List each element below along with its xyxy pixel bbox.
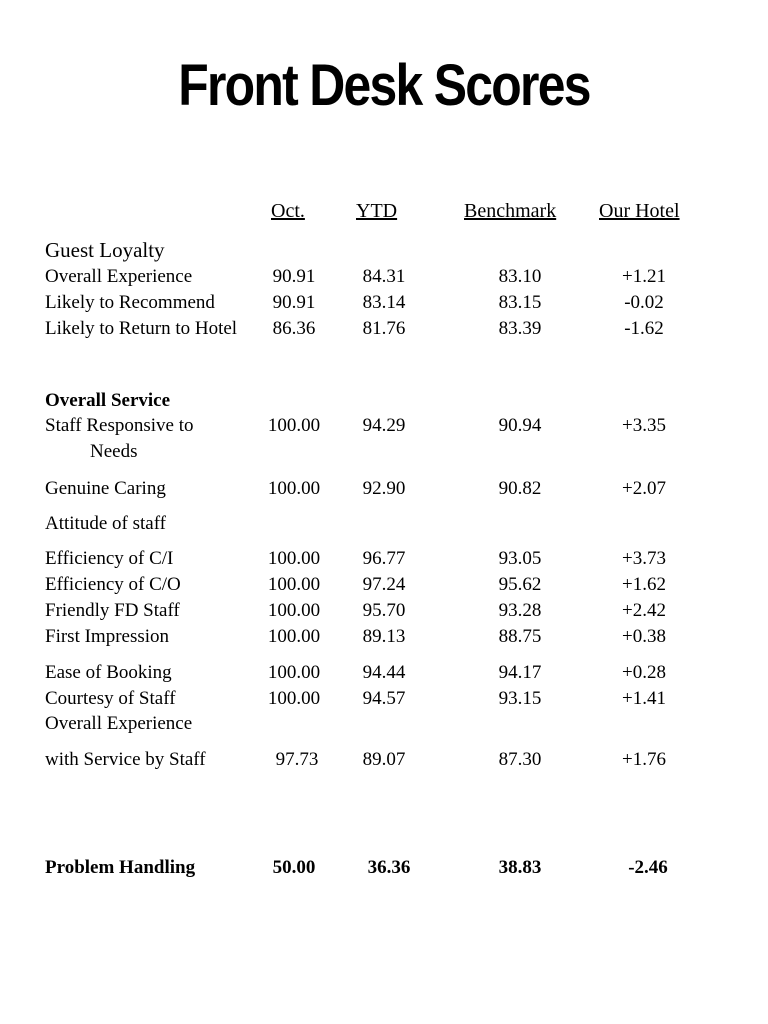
row-label: Friendly FD Staff	[45, 600, 180, 621]
row-label: Overall Experience	[45, 713, 193, 734]
cell-benchmark: 93.15	[498, 688, 542, 709]
cell-ytd: 89.07	[362, 749, 406, 770]
row-label: Overall Experience	[45, 266, 193, 287]
row-label: Problem Handling	[45, 857, 196, 878]
cell-diff: +3.35	[622, 415, 666, 436]
cell-benchmark: 95.62	[498, 574, 542, 595]
cell-ytd: 84.31	[362, 266, 406, 287]
cell-oct: 100.00	[267, 662, 321, 683]
cell-oct: 50.00	[272, 857, 316, 878]
cell-ytd: 81.76	[362, 318, 406, 339]
row-label-continued: with Service by Staff	[45, 749, 206, 770]
header-our-hotel: Our Hotel	[599, 200, 680, 222]
section-guest-loyalty: Guest Loyalty	[45, 238, 165, 262]
cell-oct: 90.91	[272, 266, 316, 287]
cell-ytd: 95.70	[362, 600, 406, 621]
cell-ytd: 83.14	[362, 292, 406, 313]
cell-ytd: 94.44	[362, 662, 406, 683]
cell-benchmark: 93.28	[498, 600, 542, 621]
row-label: Genuine Caring	[45, 478, 166, 499]
cell-diff: +0.28	[622, 662, 666, 683]
cell-ytd: 96.77	[362, 548, 406, 569]
header-benchmark: Benchmark	[464, 200, 557, 222]
cell-oct: 100.00	[267, 548, 321, 569]
cell-benchmark: 87.30	[498, 749, 542, 770]
cell-oct: 100.00	[267, 478, 321, 499]
row-label: Efficiency of C/O	[45, 574, 181, 595]
cell-diff: +3.73	[622, 548, 666, 569]
cell-ytd: 36.36	[367, 857, 411, 878]
cell-oct: 100.00	[267, 574, 321, 595]
cell-benchmark: 88.75	[498, 626, 542, 647]
cell-oct: 90.91	[272, 292, 316, 313]
cell-benchmark: 83.10	[498, 266, 542, 287]
row-label: Ease of Booking	[45, 662, 172, 683]
cell-benchmark: 93.05	[498, 548, 542, 569]
cell-benchmark: 83.39	[498, 318, 542, 339]
cell-ytd: 97.24	[362, 574, 406, 595]
header-ytd: YTD	[356, 200, 398, 222]
cell-ytd: 92.90	[362, 478, 406, 499]
cell-ytd: 89.13	[362, 626, 406, 647]
cell-ytd: 94.29	[362, 415, 406, 436]
cell-benchmark: 90.94	[498, 415, 542, 436]
cell-benchmark: 94.17	[498, 662, 542, 683]
cell-diff: -1.62	[624, 318, 664, 339]
cell-diff: +1.62	[622, 574, 666, 595]
row-label: Staff Responsive to	[45, 415, 194, 436]
cell-oct: 100.00	[267, 626, 321, 647]
row-label: Efficiency of C/I	[45, 548, 174, 569]
row-label: Likely to Recommend	[45, 292, 215, 313]
row-label: Likely to Return to Hotel	[45, 318, 238, 339]
cell-diff: +1.21	[622, 266, 666, 287]
section-overall-service: Overall Service	[45, 390, 171, 411]
row-label-continued: Needs	[90, 441, 138, 462]
cell-oct: 100.00	[267, 688, 321, 709]
cell-oct: 97.73	[275, 749, 319, 770]
cell-diff: +2.42	[622, 600, 666, 621]
row-label: Courtesy of Staff	[45, 688, 176, 709]
cell-ytd: 94.57	[362, 688, 406, 709]
row-label: Attitude of staff	[45, 513, 167, 534]
cell-diff: -2.46	[628, 857, 668, 878]
cell-oct: 100.00	[267, 600, 321, 621]
cell-benchmark: 38.83	[498, 857, 542, 878]
cell-diff: +1.76	[622, 749, 666, 770]
cell-diff: -0.02	[624, 292, 664, 313]
cell-diff: +0.38	[622, 626, 666, 647]
row-label: First Impression	[45, 626, 170, 647]
cell-benchmark: 90.82	[498, 478, 542, 499]
cell-diff: +1.41	[622, 688, 666, 709]
header-oct: Oct.	[271, 200, 305, 222]
cell-benchmark: 83.15	[498, 292, 542, 313]
page-title: Front Desk Scores	[178, 53, 590, 118]
cell-diff: +2.07	[622, 478, 666, 499]
cell-oct: 86.36	[272, 318, 316, 339]
cell-oct: 100.00	[267, 415, 321, 436]
